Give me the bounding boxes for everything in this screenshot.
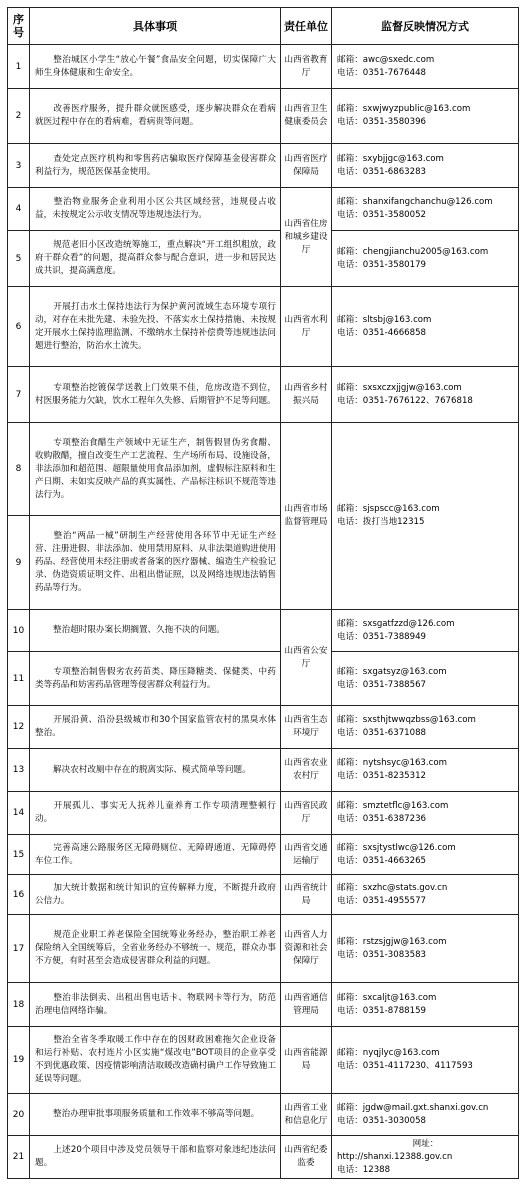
contact-email: 邮箱：nyqjlyc@163.com [337,1048,440,1058]
row-seq: 13 [8,749,30,792]
row-item-text: 解决农村改厕中存在的脱离实际、模式简单等问题。 [53,764,251,775]
contact-phone: 电话：0351-6863283 [337,166,427,177]
table-row [8,983,519,1027]
row-seq: 8 [8,423,30,516]
row-seq: 7 [8,367,30,423]
row-item-text: 专项整治食醋生产领域中无证生产，制售假冒伪劣食醋、收购散醋，擅自改变生产工艺流程、生产场所布局、设施设备，非法添加和超范围、超限量使用食品添加剂，虚假标注原料和生产日期、未如实反映产品的真实属性、产品标注标识不规范等违法行为。 [35,437,276,500]
row-item-text: 专项整治挖镀保学送教上门效果不佳，危房改造不到位，村医服务能力欠缺，饮水工程年久失修、后期管护不足等问题。 [35,382,276,406]
contact-phone: 电话：12388 [337,1164,391,1175]
row-contact [332,89,519,144]
row-contact [332,367,519,423]
row-item-text: 整治办理审批事项服务质量和工作效率不够高等问题。 [53,1109,260,1119]
row-seq: 2 [8,89,30,144]
contact-phone: 电话：0351-7388949 [337,631,427,642]
row-item-text: 整治超时限办案长期搁置、久拖不决的问题。 [53,625,225,635]
row-item-text: 规范企业职工养老保险全国统筹业务经办，整治职工养老保险纳入全国统筹后，全省业务经办不够统一、规范，群众办事不方便，有时甚至会造成侵害群众利益的问题。 [35,930,276,966]
row-unit: 山西省生态环境厅 [281,706,332,749]
row-unit: 山西省民政厅 [281,792,332,835]
contact-email: 邮箱：sxsthjtwwqzbss@163.com [337,715,476,725]
row-item-text: 上述20个项目中涉及党员领导干部和监察对象违纪违法问题。 [35,1145,276,1168]
row-item [30,423,281,516]
contact-phone: 电话：0351-4666858 [337,327,427,338]
row-contact [332,45,519,89]
row-seq: 4 [8,188,30,231]
row-seq: 19 [8,1027,30,1094]
row-item [30,1094,281,1136]
contact-phone: 电话：0351-8788159 [337,1005,427,1016]
row-item [30,516,281,610]
row-seq: 12 [8,706,30,749]
row-seq: 20 [8,1094,30,1136]
row-unit: 山西省卫生健康委员会 [281,89,332,144]
contact-email: 邮箱：smztetflc@163.com [337,801,449,811]
row-unit: 山西省乡村振兴局 [281,367,332,423]
row-item-text: 整治非法倒卖、出租出售电话卡、物联网卡等行为，防范治理电信网络诈骗。 [35,992,276,1016]
contact-email: 邮箱：sxgatsyz@163.com [337,666,447,677]
row-seq: 17 [8,915,30,983]
row-contact [332,287,519,367]
row-item [30,835,281,875]
row-item-text: 开展孤儿、事实无人抚养儿童养育工作专项清理整顿行动。 [35,801,276,824]
row-contact [332,835,519,875]
table-row [8,144,519,188]
row-item [30,1136,281,1179]
row-item [30,983,281,1027]
contact-phone: 电话：0351-3083583 [337,949,427,960]
row-item [30,45,281,89]
contact-email: 邮箱：sxwjwyzpublic@163.com [337,104,471,114]
row-item-text: 加大统计数据和统计知识的宣传解释力度，不断提升政府公信力。 [35,882,276,906]
row-item [30,706,281,749]
contact-phone: 电话：0351-3030058 [337,1115,427,1126]
row-seq: 10 [8,610,30,652]
contact-email: 邮箱：sxybjjgc@163.com [337,153,444,164]
row-contact [332,231,519,287]
contact-email: 邮箱：sxsjtystlwc@126.com [337,842,456,853]
row-contact [332,652,519,706]
row-unit: 山西省市场监督管理局 [281,423,332,610]
row-unit: 山西省农业农村厅 [281,749,332,792]
contact-phone: 电话：0351-3580396 [337,117,427,127]
row-contact [332,875,519,915]
row-item [30,749,281,792]
contact-email: 邮箱：sxsxczxjjgjw@163.com [337,382,462,393]
row-item [30,1027,281,1094]
table-row [8,706,519,749]
contact-email: 邮箱：rstzsjgjw@163.com [337,936,447,947]
contact-phone: 电话：0351-4117230、4117593 [337,1061,473,1071]
row-contact [332,1094,519,1136]
contact-email: 邮箱：nytshsyc@163.com [337,758,447,768]
contact-phone: 电话：拨打当地12315 [337,517,425,527]
row-unit: 山西省住房和城乡建设厅 [281,188,332,287]
table-row [8,915,519,983]
row-contact [332,1027,519,1094]
table-row [8,367,519,423]
row-unit: 山西省水利厅 [281,287,332,367]
contact-email: 邮箱：sjspscc@163.com [337,504,440,514]
row-contact [332,423,519,610]
contact-web-label: 网址： [412,1138,439,1149]
contact-email: 邮箱：chengjianchu2005@163.com [337,246,489,257]
table-row [8,652,519,706]
row-seq: 15 [8,835,30,875]
row-seq: 6 [8,287,30,367]
row-seq: 9 [8,516,30,610]
table-row [8,792,519,835]
contact-phone: 电话：0351-7676122、7676818 [337,395,473,406]
row-unit: 山西省通信管理局 [281,983,332,1027]
row-contact [332,188,519,231]
row-item-text: 开展打击水土保持违法行为保护黄河流域生态环境专项行动，对存在未批先建、未验先投、不落实水土保持措施、未按规定开展水土保持监理监测、不缴纳水土保持补偿费等违规违法问题进行整治，防治水土流失。 [35,301,276,351]
row-contact [332,792,519,835]
row-unit: 山西省教育厅 [281,45,332,89]
contact-phone: 电话：0351-4663265 [337,855,427,866]
row-unit: 山西省能源局 [281,1027,332,1094]
contact-email: 邮箱：shanxifangchanchu@126.com [337,197,493,207]
row-item [30,915,281,983]
contact-email: 邮箱：sxcaljt@163.com [337,992,437,1003]
row-item [30,792,281,835]
row-contact [332,610,519,652]
table-row [8,45,519,89]
table-row [8,231,519,287]
row-item [30,875,281,915]
contact-email: 邮箱：sxsgatfzzd@126.com [337,618,455,629]
row-unit: 山西省人力资源和社会保障厅 [281,915,332,983]
contact-phone: 电话：0351-8235312 [337,771,427,781]
row-item-text: 开展沿黄、沿汾县级城市和30个国家监管农村的黑臭水体整治。 [35,715,276,738]
row-item [30,144,281,188]
row-unit: 山西省工业和信息化厅 [281,1094,332,1136]
row-contact [332,144,519,188]
row-contact [332,983,519,1027]
row-seq: 18 [8,983,30,1027]
supervision-table [7,7,519,1179]
row-item-text: 规范老旧小区改造统筹施工，重点解决“开工组织粗放，政府干群众看”的问题，提高群众参与配合意识，进一步和居民达成共识，提高满意度。 [35,240,276,276]
header-unit: 责任单位 [281,8,332,45]
row-item-text: 整治全省冬季取暖工作中存在的因财政困难拖欠企业设备和运行补贴、农村连片小区实施“煤改电”BOT项目的企业享受不到优惠政策、因疫情影响清洁取暖改造确村确户工作导致施工延误等问题。 [35,1035,276,1084]
contact-phone: 电话：0351-4955577 [337,895,427,906]
row-item-text: 专项整治制售假劣农药苗类、降压降糖类、保健类、中药类等药品和妨害药品管理等侵害群众利益行为。 [35,666,276,690]
row-item-text: 改善医疗服务，提升群众就医感受，逐步解决群众在看病就医过程中存在的看病难，看病贵等问题。 [35,104,276,127]
row-seq: 14 [8,792,30,835]
row-unit: 山西省纪委监委 [281,1136,332,1179]
row-contact [332,706,519,749]
table-row [8,287,519,367]
table-row [8,1027,519,1094]
contact-email: 邮箱：sltsbj@163.com [337,314,432,325]
row-seq: 5 [8,231,30,287]
contact-email: 邮箱：jgdw@mail.gxt.shanxi.gov.cn [337,1102,489,1113]
row-item [30,188,281,231]
table-row [8,423,519,516]
header-row [8,8,519,45]
header-item: 具体事项 [30,8,281,45]
row-item [30,610,281,652]
row-item [30,367,281,423]
row-item-text: 完善高速公路服务区无障碍厕位、无障碍通道、无障碍停车位工作。 [35,842,276,866]
contact-phone: 电话：0351-6371088 [337,728,427,738]
table-row [8,749,519,792]
row-item-text: 整治物业服务企业利用小区公共区域经营，违规侵占收益，未按规定公示收支情况等违规违法行为。 [35,197,276,220]
row-unit: 山西省公安厅 [281,610,332,706]
row-seq: 3 [8,144,30,188]
table-row [8,610,519,652]
row-item [30,231,281,287]
contact-email: 邮箱：awc@sxedc.com [337,54,435,65]
contact-phone: 电话：0351-3580052 [337,210,427,220]
row-contact [332,915,519,983]
row-item-text: 整治“两品一械”研制生产经营使用各环节中无证生产经营、注册进假、非法添加、使用禁用原料、从非法渠道购进使用药品、经营使用未经注册或者备案的医疗器械、编造生产检验记录、伪造资质证明文件、出租出借证照，以及网络违规违法销售药品等行为。 [35,531,276,593]
row-seq: 1 [8,45,30,89]
row-seq: 21 [8,1136,30,1179]
header-contact: 监督反映情况方式 [332,8,519,45]
contact-email: 邮箱：sxzhc@stats.gov.cn [337,882,448,893]
row-unit: 山西省交通运输厅 [281,835,332,875]
row-contact [332,1136,519,1179]
contact-phone: 电话：0351-6387236 [337,814,427,824]
row-item [30,652,281,706]
contact-web-link[interactable]: http://shanxi.12388.gov.cn [337,1151,453,1162]
row-contact [332,749,519,792]
row-item-text: 整治城区小学生“放心午餐”食品安全问题，切实保障广大师生身体健康和生命安全。 [35,54,276,78]
table-row [8,89,519,144]
table-row [8,1094,519,1136]
contact-phone: 电话：0351-7388567 [337,679,427,690]
table-row [8,188,519,231]
row-item [30,89,281,144]
row-seq: 16 [8,875,30,915]
header-seq: 序号 [8,8,30,45]
row-seq: 11 [8,652,30,706]
table-row [8,835,519,875]
row-unit: 山西省统计局 [281,875,332,915]
row-item [30,287,281,367]
row-unit: 山西省医疗保障局 [281,144,332,188]
row-item-text: 查处定点医疗机构和零售药店骗取医疗保障基金侵害群众利益行为，规范医保基金使用。 [35,153,276,177]
contact-phone: 电话：0351-3580179 [337,259,427,270]
contact-phone: 电话：0351-7676448 [337,67,427,78]
table-row [8,875,519,915]
table-row [8,1136,519,1179]
